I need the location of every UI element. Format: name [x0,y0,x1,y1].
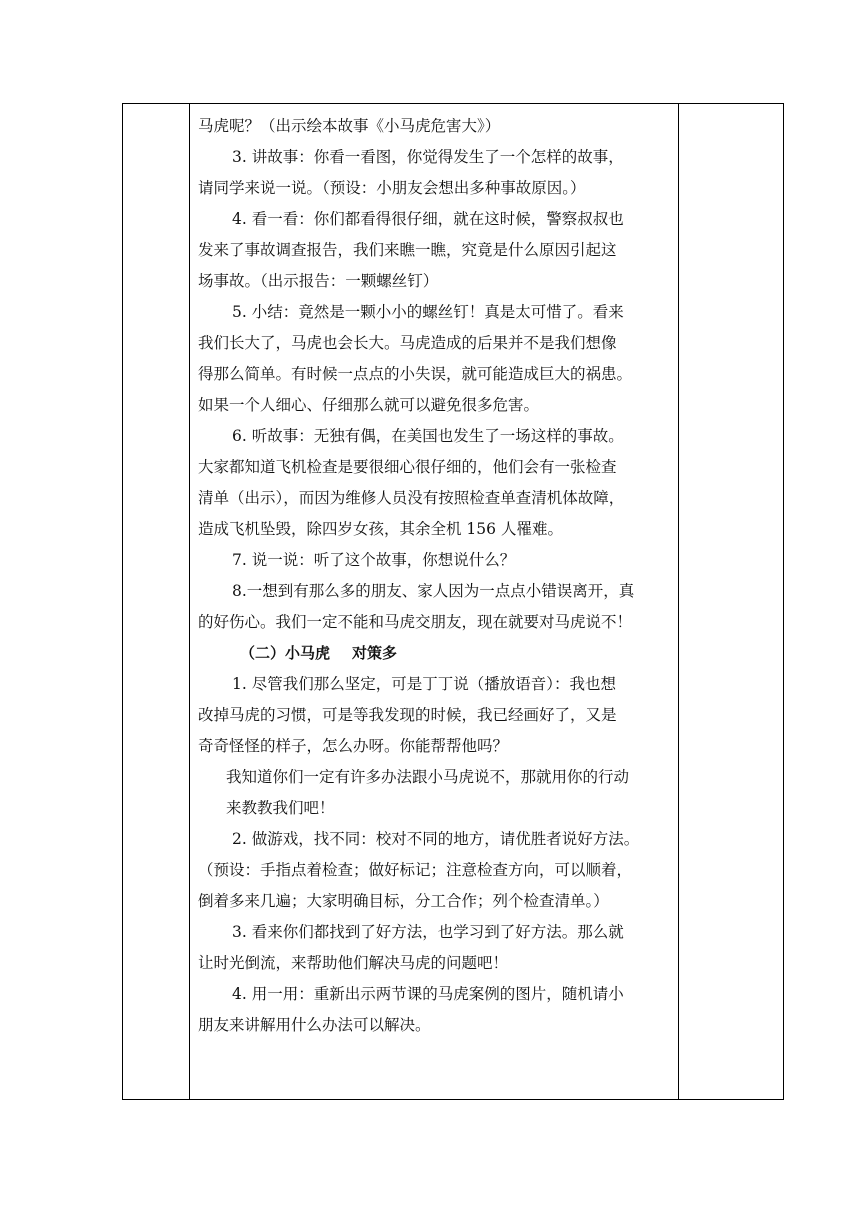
text-line: 朋友来讲解用什么办法可以解决。 [198,1016,431,1034]
column-divider-left [189,104,190,1099]
section-heading [198,638,676,669]
column-divider-right [678,104,679,1099]
section-heading-subtitle: 对策多 [352,644,398,662]
section-heading-title: （二）小马虎 [240,644,331,662]
text-line: 奇奇怪怪的样子，怎么办呀。你能帮帮他吗？ [198,737,509,755]
text-line: 请同学来说一说。（预设：小朋友会想出多种事故原因。） [198,179,586,197]
text-line: 如果一个人细心、仔细那么就可以避免很多危害。 [198,396,540,414]
text-line: 8.一想到有那么多的朋友、家人因为一点点小错误离开，真 [232,582,635,600]
text-line: 倒着多来几遍；大家明确目标，分工合作；列个检查清单。） [198,892,609,910]
text-line: （预设：手指点着检查；做好标记；注意检查方向，可以顺着， [198,861,633,879]
text-line: 我知道你们一定有许多办法跟小马虎说不，那就用你的行动 [226,768,630,786]
text-line: 来教教我们吧！ [226,799,335,817]
text-line: 3. 看来你们都找到了好方法，也学习到了好方法。那么就 [232,923,624,941]
text-line: 马虎呢？（出示绘本故事《小马虎危害大》） [198,117,501,135]
text-line: 得那么简单。有时候一点点的小失误，就可能造成巨大的祸患。 [198,365,633,383]
text-line: 1. 尽管我们那么坚定，可是丁丁说（播放语音）：我也想 [232,675,616,693]
text-line: 造成飞机坠毁，除四岁女孩，其余全机 156 人罹难。 [198,520,563,538]
text-line: 2. 做游戏，找不同：校对不同的地方，请优胜者说好方法。 [232,830,640,848]
text-line: 让时光倒流，来帮助他们解决马虎的问题吧！ [198,954,509,972]
text-line: 清单（出示），而因为维修人员没有按照检查单查清机体故障， [198,489,625,507]
text-line: 4. 用一用：重新出示两节课的马虎案例的图片，随机请小 [232,985,624,1003]
text-line: 3. 讲故事：你看一看图，你觉得发生了一个怎样的故事， [232,148,624,166]
text-line: 5. 小结：竟然是一颗小小的螺丝钉！真是太可惜了。看来 [232,303,624,321]
text-line: 的好伤心。我们一定不能和马虎交朋友，现在就要对马虎说不！ [198,613,633,631]
text-line: 改掉马虎的习惯，可是等我发现的时候，我已经画好了，又是 [198,706,617,724]
lesson-content [198,111,676,1041]
text-line: 发来了事故调查报告，我们来瞧一瞧，究竟是什么原因引起这 [198,241,617,259]
text-line: 场事故。（出示报告：一颗螺丝钉） [198,272,439,290]
text-line: 大家都知道飞机检查是要很细心很仔细的，他们会有一张检查 [198,458,617,476]
text-line: 我们长大了，马虎也会长大。马虎造成的后果并不是我们想像 [198,334,617,352]
text-line: 6. 听故事：无独有偶，在美国也发生了一场这样的事故。 [232,427,624,445]
text-line: 7. 说一说：听了这个故事，你想说什么？ [232,551,516,569]
text-line: 4. 看一看：你们都看得很仔细，就在这时候，警察叔叔也 [232,210,624,228]
lesson-table [122,103,784,1100]
